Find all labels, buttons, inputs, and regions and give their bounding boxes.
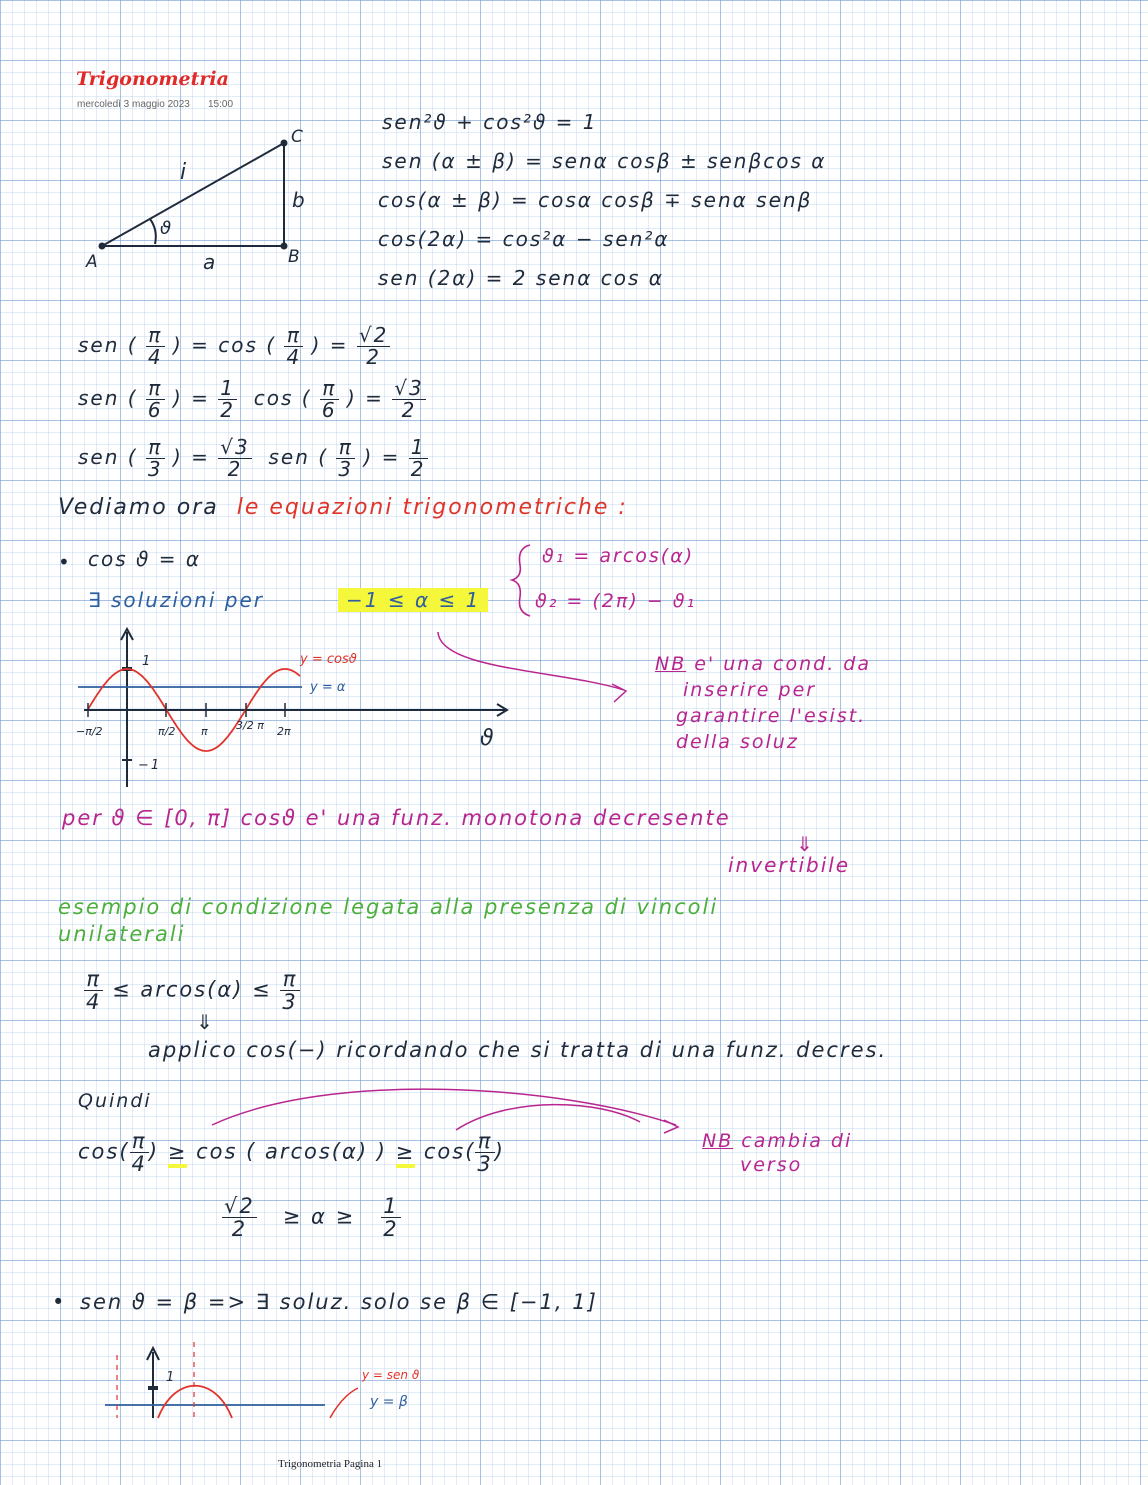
triangle-side-a-label: a <box>203 250 218 274</box>
sen-bullet: • <box>52 1290 67 1314</box>
x-tick-pi: π <box>201 725 208 738</box>
page-title: Trigonometria <box>76 68 229 90</box>
nb-arrow <box>438 632 624 690</box>
page-date: mercoledì 3 maggio 2023 <box>77 99 190 110</box>
invertible-text: invertibile <box>728 853 851 877</box>
sen-curve-label: y = sen ϑ <box>362 1368 420 1382</box>
triangle-side-b-label: b <box>292 188 307 212</box>
identity-pythagorean: sen²ϑ + cos²ϑ = 1 <box>382 110 598 134</box>
x-tick-2pi: 2π <box>277 725 291 738</box>
x-tick-minus-pi-half: −π/2 <box>76 725 103 738</box>
inequality-arrow-1 <box>212 1089 676 1125</box>
sen-tick-1: 1 <box>166 1370 177 1385</box>
example-line-1: esempio di condizione legata alla presenza di vincoli <box>58 895 719 919</box>
value-row-pi4: sen ( $\frac{\pi}{4}$ ) = cos ( $\frac{\pi}{4}$ ) = $\frac{√2}{2}$ <box>78 323 389 369</box>
value-row-pi3: sen ( $\frac{\pi}{3}$ ) = $\frac{√3}{2}$ sen ( $\frac{\pi}{3}$ ) = $\frac{1}{2}$ <box>78 435 426 481</box>
cos-inequality: cos( $\frac{\pi}{4}$ ) ≥ cos ( arcos(α) ) ≥ cos( $\frac{\pi}{3}$ ) <box>78 1129 505 1177</box>
nb-verso-line-2: verso <box>740 1154 803 1176</box>
beta-line-label: y = β <box>370 1394 408 1410</box>
nb-note: NB e' una cond. da <box>655 653 871 675</box>
cos-solution-2: ϑ₂ = (2π) − ϑ₁ <box>535 590 697 612</box>
nb-note-line-4: della soluz <box>676 731 799 753</box>
right-triangle <box>102 143 284 246</box>
alpha-line-label: y = α <box>310 680 346 695</box>
identity-cos-sum: cos(α ± β) = cosα cosβ ∓ senα senβ <box>378 188 813 212</box>
arcos-inequality: $\frac{\pi}{4}$ ≤ arcos(α) ≤ $\frac{\pi}{3}$ <box>86 967 298 1015</box>
triangle-angle-label: ϑ <box>160 218 174 239</box>
vertex-b-label: B <box>288 247 302 267</box>
value-row-pi6: sen ( $\frac{\pi}{6}$ ) = $\frac{1}{2}$ cos ( $\frac{\pi}{6}$ ) = $\frac{√3}{2}$ <box>78 376 424 422</box>
cos-tick-1: 1 <box>142 654 153 669</box>
result-inequality: $\frac{√2}{2}$ ≥ α ≥ $\frac{1}{2}$ <box>224 1194 399 1242</box>
vertex-c-label: C <box>291 127 305 147</box>
theta-axis-label: ϑ <box>480 726 496 751</box>
identity-cos-double: cos(2α) = cos²α − sen²α <box>378 227 670 251</box>
cos-solution-1: ϑ₁ = arcos(α) <box>542 545 695 567</box>
vertex-a-label: A <box>86 252 100 272</box>
identity-sen-sum: sen (α ± β) = senα cosβ ± senβcos α <box>382 149 827 173</box>
sen-equation: sen ϑ = β => ∃ soluz. solo se β ∈ [−1, 1] <box>80 1290 598 1314</box>
page-footer: Trigonometria Pagina 1 <box>278 1458 383 1470</box>
cos-curve-label: y = cosϑ <box>300 652 357 667</box>
cos-tick-minus1: −1 <box>138 758 162 773</box>
page-time: 15:00 <box>208 99 234 110</box>
quindi-label: Quindi <box>78 1090 152 1112</box>
cos-bullet: • <box>58 550 72 574</box>
solutions-brace <box>512 545 530 616</box>
monotone-arrow: ⇓ <box>796 832 815 856</box>
identity-sen-double: sen (2α) = 2 senα cos α <box>378 266 664 290</box>
apply-cos-text: applico cos(−) ricordando che si tratta di una funz. decres. <box>148 1038 888 1062</box>
nb-note-line-2: inserire per <box>683 679 817 701</box>
x-tick-3-2-pi: 3/2 π <box>236 719 264 732</box>
cos-condition: −1 ≤ α ≤ 1 <box>338 588 488 612</box>
nb-note-line-3: garantire l'esist. <box>676 705 867 727</box>
implies-arrow: ⇓ <box>196 1010 215 1034</box>
cos-exists-text: ∃ soluzioni per <box>88 588 264 612</box>
intro-text: Vediamo ora le equazioni trigonometriche : <box>58 495 628 520</box>
triangle-hyp-label: i <box>180 160 189 185</box>
x-tick-pi-half: π/2 <box>158 725 176 738</box>
monotone-text: per ϑ ∈ [0, π] cosϑ e' una funz. monotona decresente <box>62 806 731 830</box>
cos-equation: cos ϑ = α <box>88 547 202 571</box>
nb-verso-note: NB cambia di <box>702 1130 853 1152</box>
sen-graph <box>105 1342 358 1418</box>
example-line-2: unilaterali <box>58 922 186 946</box>
